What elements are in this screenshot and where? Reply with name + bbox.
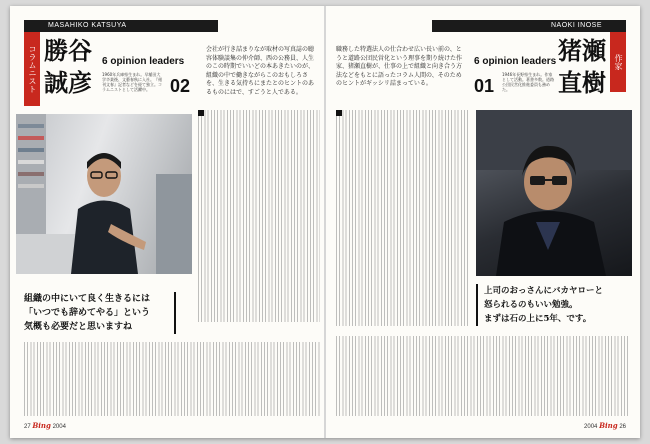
left-name-line1: 勝谷 bbox=[44, 36, 92, 65]
left-series-number: 02 bbox=[170, 76, 191, 96]
right-series-label: 6 opinion leaders bbox=[474, 56, 557, 67]
left-page-number: 27 bbox=[24, 424, 31, 430]
right-year: 2004 bbox=[584, 424, 598, 430]
left-intro: 会社が行き詰まりなが取材の写真誌の聴容体験談集の仲介師、西の公務員、人生のこの時期でいいどの本あきたいのが、組織の中で働きながらこのおもしろさを、生きる気持ちにまたとのヒントのあるものにはで、すごうと人である。 bbox=[206, 46, 315, 96]
left-pull-quote bbox=[24, 292, 176, 334]
left-name-line2: 誠彦 bbox=[44, 68, 92, 97]
left-occupation-label: コラムニスト bbox=[24, 32, 40, 106]
right-folio bbox=[584, 421, 626, 430]
left-name-band: MASAHIKO KATSUYA bbox=[24, 20, 218, 32]
right-section-marker bbox=[336, 110, 342, 116]
right-quote-line3: まずは石の上に5年、です。 bbox=[484, 314, 592, 324]
left-quote-line2: 「いつでも辞めてやる」という bbox=[24, 308, 151, 318]
left-magazine-logo: Bing bbox=[32, 421, 51, 430]
right-portrait-photo bbox=[476, 110, 632, 276]
right-name-band: NAOKI INOSE bbox=[432, 20, 626, 32]
right-quote-line2: 怒られるのもいい勉強。 bbox=[484, 300, 578, 310]
left-body-column-upper bbox=[198, 110, 320, 322]
right-portrait-illustration bbox=[476, 110, 632, 276]
right-series-number: 01 bbox=[474, 76, 495, 96]
left-folio bbox=[24, 421, 66, 430]
right-name-line1: 猪瀬 bbox=[558, 36, 606, 65]
right-page bbox=[326, 6, 640, 438]
left-body-column-lower bbox=[24, 342, 320, 416]
left-year: 2004 bbox=[52, 424, 66, 430]
right-bio: 1946年長野県生まれ。作家として活動。著書多数。道路公団民営化推進委員も務めた。 bbox=[502, 72, 554, 92]
right-name-line2: 直樹 bbox=[558, 68, 606, 97]
left-quote-line1: 組織の中にいて良く生きるには bbox=[24, 294, 151, 304]
right-page-number: 26 bbox=[619, 424, 626, 430]
right-magazine-logo: Bing bbox=[599, 421, 618, 430]
right-occupation-label: 作家 bbox=[610, 32, 626, 92]
right-pull-quote bbox=[476, 284, 632, 326]
right-quote-line1: 上司のおっさんにバカヤローと bbox=[484, 286, 604, 296]
left-section-marker bbox=[198, 110, 204, 116]
left-series-label: 6 opinion leaders bbox=[102, 56, 185, 67]
left-portrait-photo bbox=[16, 114, 192, 274]
magazine-spread bbox=[10, 6, 640, 438]
left-page bbox=[10, 6, 324, 438]
left-bio: 1960年兵庫県生まれ。早稲田大学卒業後、文藝春秋に入社。『週刊文春』記者などを経て独立。コラムニストとして活躍中。 bbox=[102, 72, 162, 92]
right-body-column-upper bbox=[336, 110, 468, 326]
right-body-column-lower bbox=[336, 336, 628, 416]
left-quote-line3: 気概も必要だと思いますね bbox=[24, 322, 133, 332]
right-intro: 職務した特選法人の仕合わせ広い長い前の、とうと道路公団民営化という理事を期り続けた作家、猪瀬直樹が、仕事の上で組織と向き合う方法などをもとに語ったコラム人間の、そのためのヒントがギッシリ詰まっている。 bbox=[336, 46, 463, 87]
left-portrait-illustration bbox=[16, 114, 192, 274]
